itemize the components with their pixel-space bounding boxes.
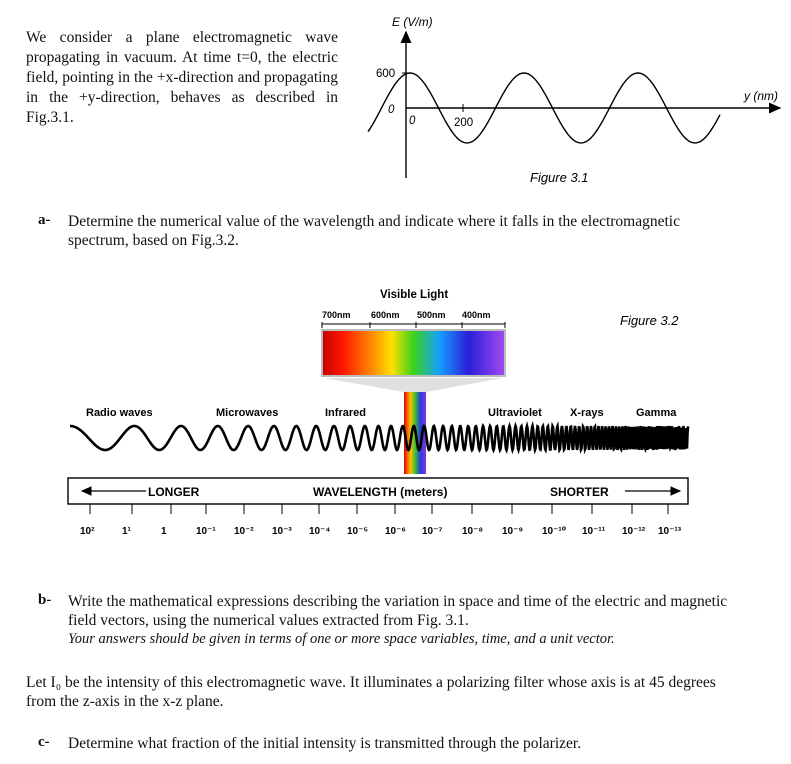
intro-paragraph: We consider a plane electromagnetic wave propagating in vacuum. At time t=0, the electric field, pointing in the +x-direction and propagating in the +y-direction, behaves as described in Fig.3.1.: [26, 29, 338, 126]
band-gamma: Gamma: [636, 407, 677, 419]
question-a-text: Determine the numerical value of the wavelength and indicate where it falls in the electromagnetic spectrum, based on Fig.3.2.: [68, 213, 680, 249]
wavelength-scale: [80, 504, 682, 537]
figure-3-2-caption: Figure 3.2: [620, 313, 679, 328]
tick-600: 600: [376, 68, 396, 80]
question-c-text: Determine what fraction of the initial intensity is transmitted through the polarizer.: [68, 735, 582, 752]
band-radio: Radio waves: [86, 407, 153, 419]
scale-label: 10⁻⁹: [502, 526, 524, 537]
question-c-letter: c-: [38, 734, 50, 750]
visible-label-700: 700nm: [322, 310, 351, 320]
question-b-text: Write the mathematical expressions describing the variation in space and time of the electric and magnetic field vectors, using the numerical values extracted from Fig. 3.1.: [68, 593, 728, 629]
scale-label: 10⁻⁴: [309, 526, 331, 537]
scale-label: 1: [161, 526, 167, 537]
scale-label: 10⁻⁸: [462, 526, 484, 537]
scale-label: 10²: [80, 526, 95, 537]
tick-0-y: 0: [388, 104, 395, 116]
visible-label-500: 500nm: [417, 310, 446, 320]
visible-label-400: 400nm: [462, 310, 491, 320]
scale-label: 10⁻³: [272, 526, 292, 537]
figure-3-2: [60, 278, 720, 548]
question-a-letter: a-: [38, 212, 51, 228]
tick-0-x: 0: [409, 115, 416, 127]
band-infrared: Infrared: [325, 407, 366, 419]
scale-label: 1¹: [122, 526, 131, 537]
scale-label: 10⁻⁶: [385, 526, 407, 537]
e-axis-label: E (V/m): [392, 15, 433, 29]
scale-label: 10⁻⁷: [422, 526, 443, 537]
intensity-paragraph: Let I₀ be the intensity of this electromagnetic wave. It illuminates a polarizing filter whose axis is at 45 degrees from the z-axis in the x-z plane.: [26, 674, 716, 710]
question-b-note: Your answers should be given in terms of one or more space variables, time, and a unit vector.: [68, 631, 615, 647]
scale-label: 10⁻¹¹: [582, 526, 606, 537]
scale-label: 10⁻¹⁰: [542, 526, 567, 537]
shorter-label: SHORTER: [550, 485, 609, 499]
band-ultraviolet: Ultraviolet: [488, 407, 542, 419]
scale-label: 10⁻⁵: [347, 526, 369, 537]
wavelength-label: WAVELENGTH (meters): [313, 485, 448, 499]
longer-label: LONGER: [148, 485, 200, 499]
question-b-letter: b-: [38, 592, 52, 608]
visible-spectrum: [322, 330, 505, 376]
scale-label: 10⁻¹²: [622, 526, 646, 537]
scale-label: 10⁻¹³: [658, 526, 682, 537]
em-spectrum-wave: [70, 426, 688, 450]
visible-label-600: 600nm: [371, 310, 400, 320]
figure-3-1: [360, 10, 790, 200]
figure-3-1-caption: Figure 3.1: [530, 170, 589, 185]
tick-200: 200: [454, 117, 474, 129]
scale-label: 10⁻¹: [196, 526, 216, 537]
visible-light-title: Visible Light: [380, 289, 449, 301]
band-microwaves: Microwaves: [216, 407, 279, 419]
band-xrays: X-rays: [570, 407, 604, 419]
x-axis-label: y (nm): [744, 89, 778, 103]
scale-label: 10⁻²: [234, 526, 254, 537]
